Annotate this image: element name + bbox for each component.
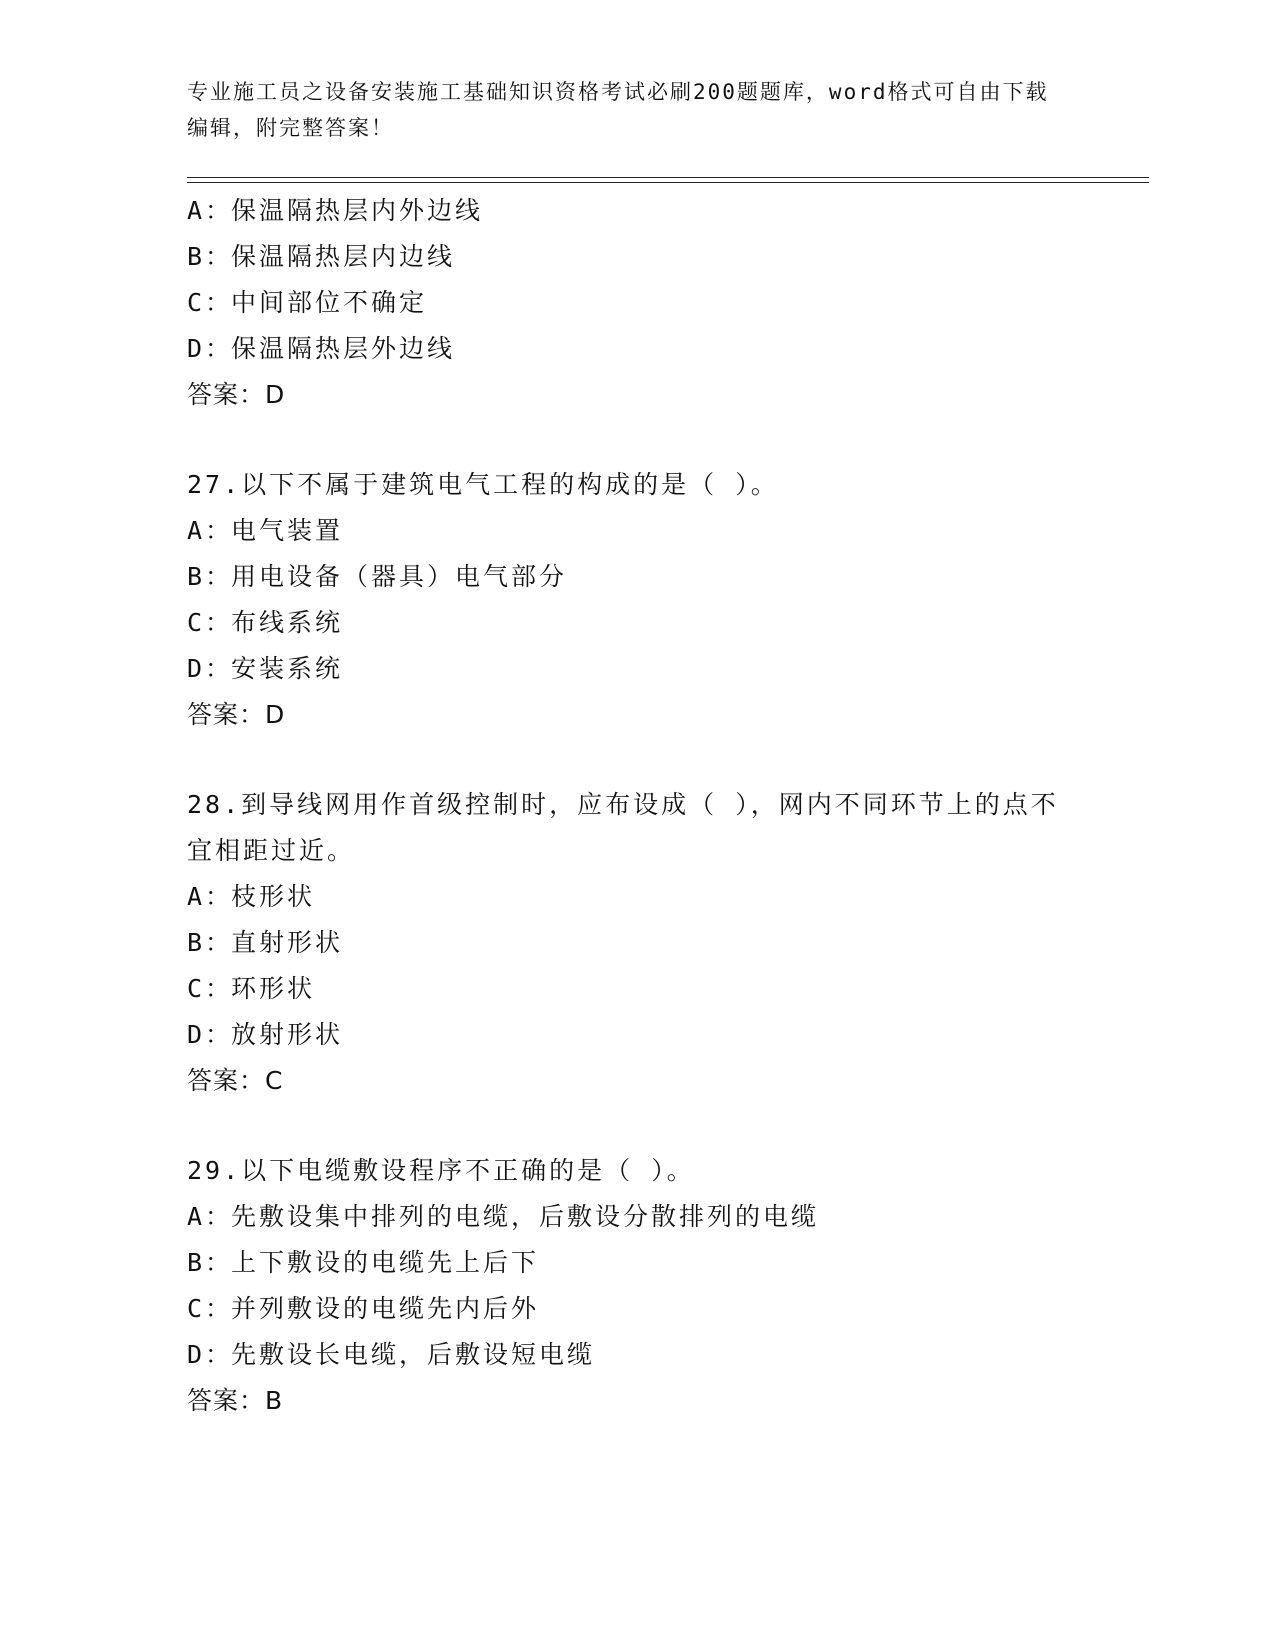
- option-label: B：: [187, 242, 234, 271]
- option-text: 先敷设长电缆，后敷设短电缆: [231, 1340, 596, 1369]
- answer: 答案：B: [187, 1386, 284, 1415]
- document-header: 专业施工员之设备安装施工基础知识资格考试必刷200题题库，word格式可自由下载编辑，附完整答案！: [187, 80, 1049, 140]
- question-28: [187, 782, 1087, 1104]
- option-label: C：: [187, 974, 234, 1003]
- option-b: [187, 234, 1087, 280]
- option-text: 上下敷设的电缆先上后下: [231, 1248, 540, 1277]
- option-text: 直射形状: [231, 928, 344, 957]
- option-d: [187, 646, 1087, 692]
- option-a: [187, 188, 1087, 234]
- option-c: [187, 966, 1087, 1012]
- answer: 答案：D: [187, 380, 286, 409]
- option-label: C：: [187, 288, 234, 317]
- option-a: [187, 1194, 1087, 1240]
- option-text: 并列敷设的电缆先内后外: [231, 1294, 540, 1323]
- question-29: [187, 1148, 1087, 1424]
- option-text: 中间部位不确定: [231, 288, 428, 317]
- option-text: 布线系统: [231, 608, 344, 637]
- option-label: B：: [187, 1248, 234, 1277]
- question-stem: 28.到导线网用作首级控制时，应布设成（ ），网内不同环节上的点不宜相距过近。: [187, 790, 1059, 865]
- option-label: D：: [187, 1020, 234, 1049]
- option-label: A：: [187, 196, 234, 225]
- option-d: [187, 1332, 1087, 1378]
- option-text: 用电设备（器具）电气部分: [231, 562, 568, 591]
- option-label: D：: [187, 1340, 234, 1369]
- question-list: [187, 188, 1087, 1424]
- option-label: D：: [187, 334, 234, 363]
- header-divider-bottom: [187, 182, 1149, 183]
- option-a: [187, 508, 1087, 554]
- question-26: [187, 188, 1087, 418]
- answer: 答案：C: [187, 1066, 284, 1095]
- option-b: [187, 920, 1087, 966]
- option-c: [187, 1286, 1087, 1332]
- option-text: 环形状: [231, 974, 316, 1003]
- question-stem: 27.以下不属于建筑电气工程的构成的是（ ）。: [187, 470, 779, 499]
- option-label: A：: [187, 1202, 234, 1231]
- option-text: 放射形状: [231, 1020, 344, 1049]
- option-d: [187, 1012, 1087, 1058]
- option-b: [187, 1240, 1087, 1286]
- option-text: 保温隔热层内边线: [231, 242, 456, 271]
- option-label: A：: [187, 516, 234, 545]
- option-text: 枝形状: [231, 882, 316, 911]
- option-text: 保温隔热层外边线: [231, 334, 456, 363]
- header-divider-top: [187, 177, 1149, 178]
- answer: 答案：D: [187, 700, 286, 729]
- option-label: C：: [187, 608, 234, 637]
- option-c: [187, 600, 1087, 646]
- question-stem: 29.以下电缆敷设程序不正确的是（ ）。: [187, 1156, 695, 1185]
- option-text: 安装系统: [231, 654, 344, 683]
- option-text: 保温隔热层内外边线: [231, 196, 484, 225]
- question-27: [187, 462, 1087, 738]
- option-text: 电气装置: [231, 516, 344, 545]
- option-c: [187, 280, 1087, 326]
- option-label: B：: [187, 562, 234, 591]
- option-label: B：: [187, 928, 234, 957]
- option-label: D：: [187, 654, 234, 683]
- option-b: [187, 554, 1087, 600]
- option-text: 先敷设集中排列的电缆，后敷设分散排列的电缆: [231, 1202, 820, 1231]
- option-label: C：: [187, 1294, 234, 1323]
- option-label: A：: [187, 882, 234, 911]
- option-a: [187, 874, 1087, 920]
- option-d: [187, 326, 1087, 372]
